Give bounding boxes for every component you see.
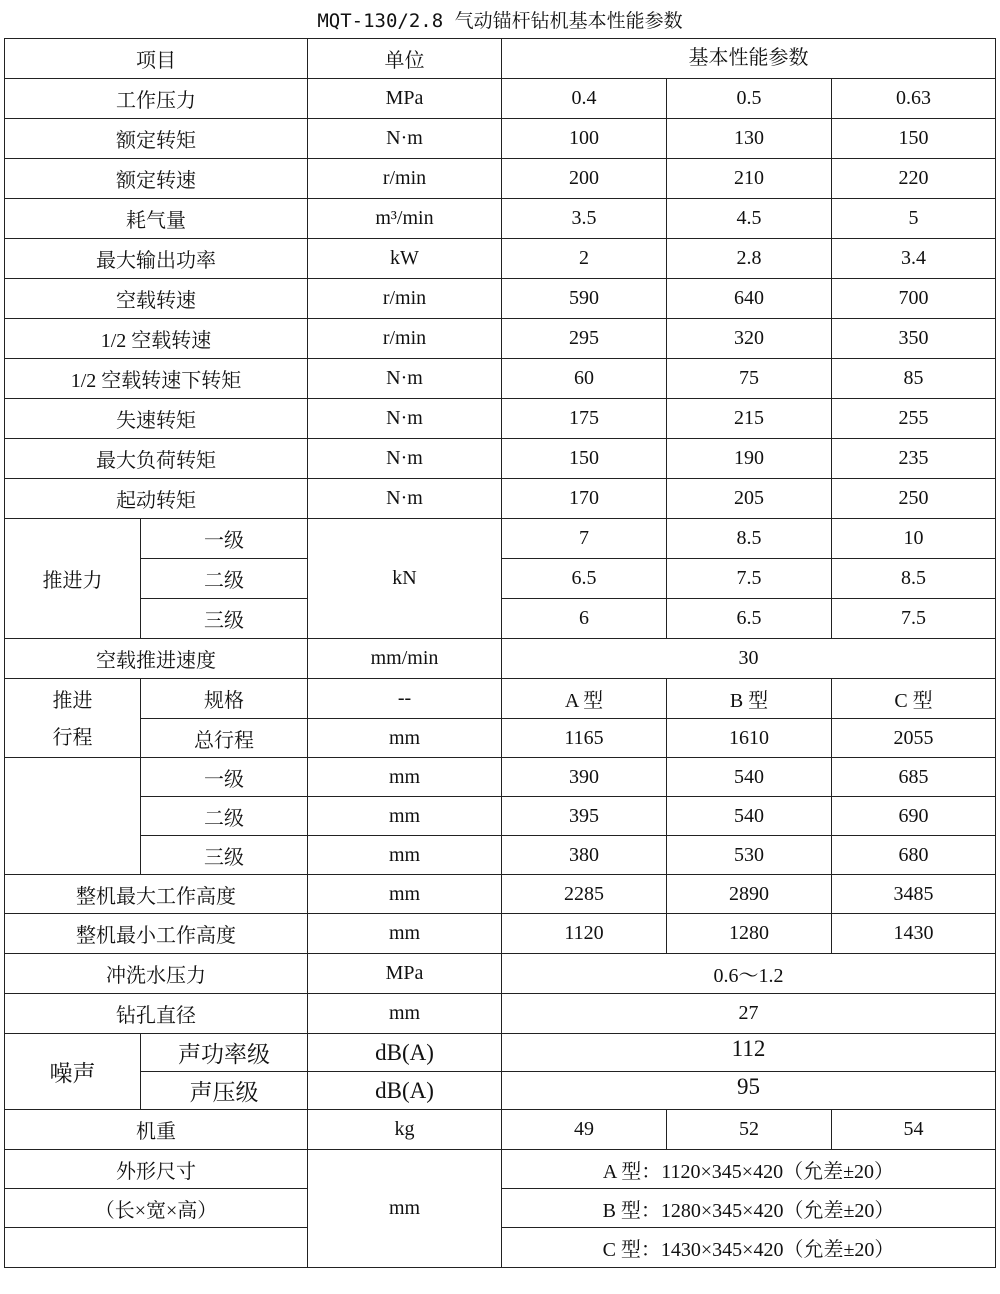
table-cell: 700 [832, 279, 996, 319]
table-row [5, 359, 996, 399]
table-cell: kW [308, 239, 502, 279]
table-cell: 54 [832, 1110, 996, 1150]
table-cell: 2890 [667, 875, 832, 914]
thrust-label: 推进力 [5, 519, 141, 639]
table-cell: 6 [502, 599, 667, 639]
table-cell: 190 [667, 439, 832, 479]
table-cell: N·m [308, 359, 502, 399]
table-cell: 100 [502, 119, 667, 159]
spec-table [4, 38, 996, 1268]
table-cell: 2285 [502, 875, 667, 914]
table-cell: mm [308, 719, 502, 758]
table-cell: m³/min [308, 199, 502, 239]
table-cell: 530 [667, 836, 832, 875]
table-cell: 起动转矩 [5, 479, 308, 519]
table-cell: 210 [667, 159, 832, 199]
table-cell: 1610 [667, 719, 832, 758]
table-cell: 钻孔直径 [5, 994, 308, 1034]
table-cell: N·m [308, 399, 502, 439]
table-cell: 150 [502, 439, 667, 479]
table-cell: 三级 [141, 836, 308, 875]
table-cell: mm [308, 875, 502, 914]
table-cell: mm [308, 797, 502, 836]
stroke-label-bottom: 行程 [5, 719, 141, 758]
table-cell: 7.5 [832, 599, 996, 639]
table-cell: 690 [832, 797, 996, 836]
table-row [5, 836, 996, 875]
header-unit: 单位 [308, 39, 502, 79]
table-cell: 85 [832, 359, 996, 399]
header-params: 基本性能参数 [502, 39, 996, 79]
table-cell: 最大负荷转矩 [5, 439, 308, 479]
table-cell: 590 [502, 279, 667, 319]
table-cell: 1280 [667, 914, 832, 954]
table-cell: 规格 [141, 679, 308, 719]
table-cell: 170 [502, 479, 667, 519]
table-row [5, 679, 996, 719]
table-row [5, 399, 996, 439]
table-cell: 49 [502, 1110, 667, 1150]
table-row [5, 1150, 996, 1189]
table-cell: A 型：1120×345×420（允差±20） [502, 1150, 996, 1189]
table-cell: 380 [502, 836, 667, 875]
table-cell: 3485 [832, 875, 996, 914]
table-cell: 0.5 [667, 79, 832, 119]
table-cell: 1/2 空载转速 [5, 319, 308, 359]
table-row [5, 1034, 996, 1072]
table-cell: 3.5 [502, 199, 667, 239]
table-row [5, 279, 996, 319]
table-cell: mm [308, 914, 502, 954]
table-cell: 2 [502, 239, 667, 279]
table-cell: 整机最小工作高度 [5, 914, 308, 954]
table-cell: 27 [502, 994, 996, 1034]
stroke-blank [5, 758, 141, 875]
table-cell: mm [308, 994, 502, 1034]
table-cell: 175 [502, 399, 667, 439]
table-cell: 295 [502, 319, 667, 359]
table-cell: r/min [308, 159, 502, 199]
dimensions-blank [5, 1228, 308, 1268]
table-cell: 6.5 [502, 559, 667, 599]
table-cell: 540 [667, 758, 832, 797]
table-cell: 52 [667, 1110, 832, 1150]
table-row [5, 914, 996, 954]
table-cell: dB(A) [308, 1072, 502, 1110]
table-cell: 220 [832, 159, 996, 199]
table-cell: 75 [667, 359, 832, 399]
table-cell: 395 [502, 797, 667, 836]
table-cell: A 型 [502, 679, 667, 719]
table-cell: 680 [832, 836, 996, 875]
table-cell: B 型：1280×345×420（允差±20） [502, 1189, 996, 1228]
table-cell: C 型：1430×345×420（允差±20） [502, 1228, 996, 1268]
header-row [5, 39, 996, 79]
header-item: 项目 [5, 39, 308, 79]
table-row [5, 479, 996, 519]
table-row [5, 994, 996, 1034]
table-row [5, 1110, 996, 1150]
table-cell: -- [308, 679, 502, 719]
table-cell: 声压级 [141, 1072, 308, 1110]
table-cell: mm/min [308, 639, 502, 679]
table-cell: 7 [502, 519, 667, 559]
table-cell: r/min [308, 319, 502, 359]
table-cell: 130 [667, 119, 832, 159]
table-row [5, 719, 996, 758]
table-row [5, 1072, 996, 1110]
thrust-unit: kN [308, 519, 502, 639]
table-cell: 工作压力 [5, 79, 308, 119]
table-cell: 机重 [5, 1110, 308, 1150]
table-cell: 205 [667, 479, 832, 519]
table-cell: 2.8 [667, 239, 832, 279]
table-cell: 7.5 [667, 559, 832, 599]
table-row [5, 239, 996, 279]
table-cell: 150 [832, 119, 996, 159]
dimensions-sublabel: （长×宽×高） [5, 1189, 308, 1228]
table-cell: 4.5 [667, 199, 832, 239]
document-title: MQT-130/2.8 气动锚杆钻机基本性能参数 [317, 10, 683, 32]
table-row [5, 639, 996, 679]
table-cell: 1120 [502, 914, 667, 954]
table-cell: 一级 [141, 758, 308, 797]
table-cell: r/min [308, 279, 502, 319]
table-cell: 30 [502, 639, 996, 679]
table-cell: kg [308, 1110, 502, 1150]
stroke-label-top: 推进 [5, 679, 141, 719]
table-cell: 空载转速 [5, 279, 308, 319]
table-cell: 3.4 [832, 239, 996, 279]
table-row [5, 199, 996, 239]
table-cell: mm [308, 836, 502, 875]
table-row [5, 519, 996, 559]
table-cell: 685 [832, 758, 996, 797]
table-cell: 250 [832, 479, 996, 519]
table-cell: 2055 [832, 719, 996, 758]
table-cell: 空载推进速度 [5, 639, 308, 679]
table-cell: 失速转矩 [5, 399, 308, 439]
table-cell: 200 [502, 159, 667, 199]
table-cell: 255 [832, 399, 996, 439]
table-cell: 整机最大工作高度 [5, 875, 308, 914]
table-cell: 声功率级 [141, 1034, 308, 1072]
table-cell: 额定转矩 [5, 119, 308, 159]
table-cell: N·m [308, 479, 502, 519]
table-cell: MPa [308, 954, 502, 994]
table-cell: 1165 [502, 719, 667, 758]
table-cell: 320 [667, 319, 832, 359]
table-cell: 总行程 [141, 719, 308, 758]
table-cell: 10 [832, 519, 996, 559]
table-cell: 640 [667, 279, 832, 319]
table-cell: 一级 [141, 519, 308, 559]
table-cell: 5 [832, 199, 996, 239]
table-cell: 额定转速 [5, 159, 308, 199]
table-row [5, 758, 996, 797]
table-row [5, 159, 996, 199]
table-cell: N·m [308, 439, 502, 479]
table-cell: 1/2 空载转速下转矩 [5, 359, 308, 399]
table-cell: 三级 [141, 599, 308, 639]
table-cell: 215 [667, 399, 832, 439]
table-cell: 8.5 [832, 559, 996, 599]
table-cell: 8.5 [667, 519, 832, 559]
table-cell: 235 [832, 439, 996, 479]
table-cell: 540 [667, 797, 832, 836]
table-cell: 耗气量 [5, 199, 308, 239]
dimensions-label: 外形尺寸 [5, 1150, 308, 1189]
table-cell: 0.63 [832, 79, 996, 119]
table-cell: 95 [502, 1072, 996, 1110]
table-cell: 二级 [141, 797, 308, 836]
table-cell: 350 [832, 319, 996, 359]
table-cell: MPa [308, 79, 502, 119]
table-row [5, 875, 996, 914]
noise-label: 噪声 [5, 1034, 141, 1110]
table-cell: 0.6～1.2 [502, 954, 996, 994]
table-cell: mm [308, 758, 502, 797]
table-cell: C 型 [832, 679, 996, 719]
table-row [5, 319, 996, 359]
dimensions-unit: mm [308, 1150, 502, 1268]
table-row [5, 954, 996, 994]
table-cell: 最大输出功率 [5, 239, 308, 279]
table-row [5, 439, 996, 479]
table-cell: 390 [502, 758, 667, 797]
table-cell: 60 [502, 359, 667, 399]
table-cell: N·m [308, 119, 502, 159]
table-row [5, 79, 996, 119]
table-cell: dB(A) [308, 1034, 502, 1072]
table-cell: 0.4 [502, 79, 667, 119]
table-cell: B 型 [667, 679, 832, 719]
table-cell: 6.5 [667, 599, 832, 639]
table-row [5, 797, 996, 836]
table-cell: 冲洗水压力 [5, 954, 308, 994]
table-cell: 二级 [141, 559, 308, 599]
table-row [5, 119, 996, 159]
table-cell: 1430 [832, 914, 996, 954]
table-cell: 112 [502, 1034, 996, 1072]
